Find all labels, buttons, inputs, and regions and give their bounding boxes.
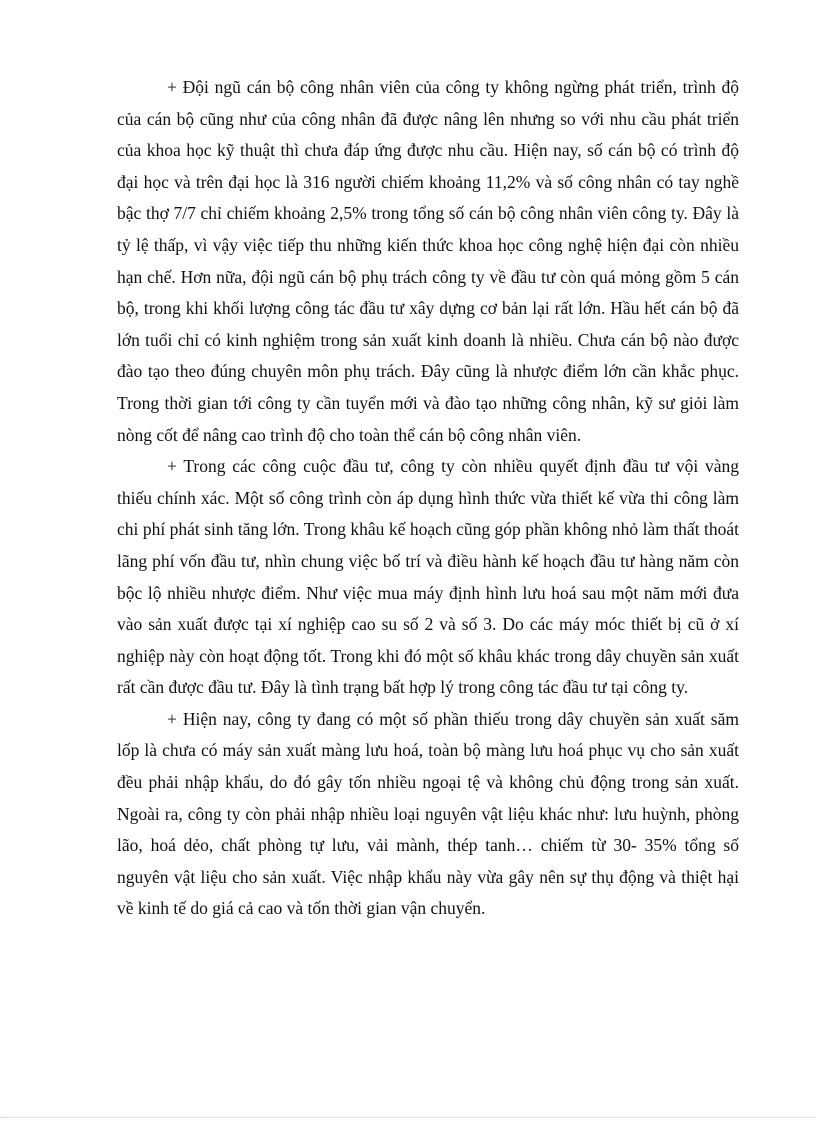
paragraph-investment-decisions: + Trong các công cuộc đầu tư, công ty còn nhiều quyết định đầu tư vội vàng thiếu chính xác. Một số công trình còn áp dụng hình thức vừa thiết kế vừa thi công làm chi phí phát sinh tăng lớn. Trong khâu kế hoạch cũng góp phần không nhỏ làm thất thoát lãng phí vốn đầu tư, nhìn chung việc bố trí và điều hành kế hoạch đầu tư hàng năm còn bộc lộ nhiều nhược điểm. Như việc mua máy định hình lưu hoá sau một năm mới đưa vào sản xuất được tại xí nghiệp cao su số 2 và số 3. Do các máy móc thiết bị cũ ở xí nghiệp này còn hoạt động tốt. Trong khi đó một số khâu khác trong dây chuyền sản xuất rất cần được đầu tư. Đây là tình trạng bất hợp lý trong công tác đầu tư tại công ty. <box>117 456 739 698</box>
paragraph-production-gaps: + Hiện nay, công ty đang có một số phần thiếu trong dây chuyền sản xuất săm lốp là chưa có máy sản xuất màng lưu hoá, toàn bộ màng lưu hoá phục vụ cho sản xuất đều phải nhập khẩu, do đó gây tốn nhiều ngoại tệ và không chủ động trong sản xuất. Ngoài ra, công ty còn phải nhập nhiều loại nguyên vật liệu khác như: lưu huỳnh, phòng lão, hoá dẻo, chất phòng tự lưu, vải mành, thép tanh… chiếm từ 30- 35% tổng số nguyên vật liệu cho sản xuất. Việc nhập khẩu này vừa gây nên sự thụ động và thiệt hại về kinh tế do giá cả cao và tốn thời gian vận chuyển. <box>117 708 739 919</box>
page-bottom-divider <box>0 1117 816 1118</box>
paragraph-staff: + Đội ngũ cán bộ công nhân viên của công ty không ngừng phát triển, trình độ của cán bộ cũng như của công nhân đã được nâng lên nhưng so với nhu cầu phát triển của khoa học kỹ thuật thì chưa đáp ứng được nhu cầu. Hiện nay, số cán bộ có trình độ đại học và trên đại học là 316 người chiếm khoảng 11,2% và số công nhân có tay nghề bậc thợ 7/7 chỉ chiếm khoảng 2,5% trong tổng số cán bộ công nhân viên công ty. Đây là tỷ lệ thấp, vì vậy việc tiếp thu những kiến thức khoa học công nghệ hiện đại còn nhiều hạn chế. Hơn nữa, đội ngũ cán bộ phụ trách công ty về đầu tư còn quá mỏng gồm 5 cán bộ, trong khi khối lượng công tác đầu tư xây dựng cơ bản lại rất lớn. Hầu hết cán bộ đã lớn tuổi chỉ có kinh nghiệm trong sản xuất kinh doanh là nhiều. Chưa cán bộ nào được đào tạo theo đúng chuyên môn phụ trách. Đây cũng là nhược điểm lớn cần khắc phục. Trong thời gian tới công ty cần tuyển mới và đào tạo những công nhân, kỹ sư giỏi làm nòng cốt để nâng cao trình độ cho toàn thể cán bộ công nhân viên. <box>117 77 739 445</box>
document-body <box>117 72 739 925</box>
